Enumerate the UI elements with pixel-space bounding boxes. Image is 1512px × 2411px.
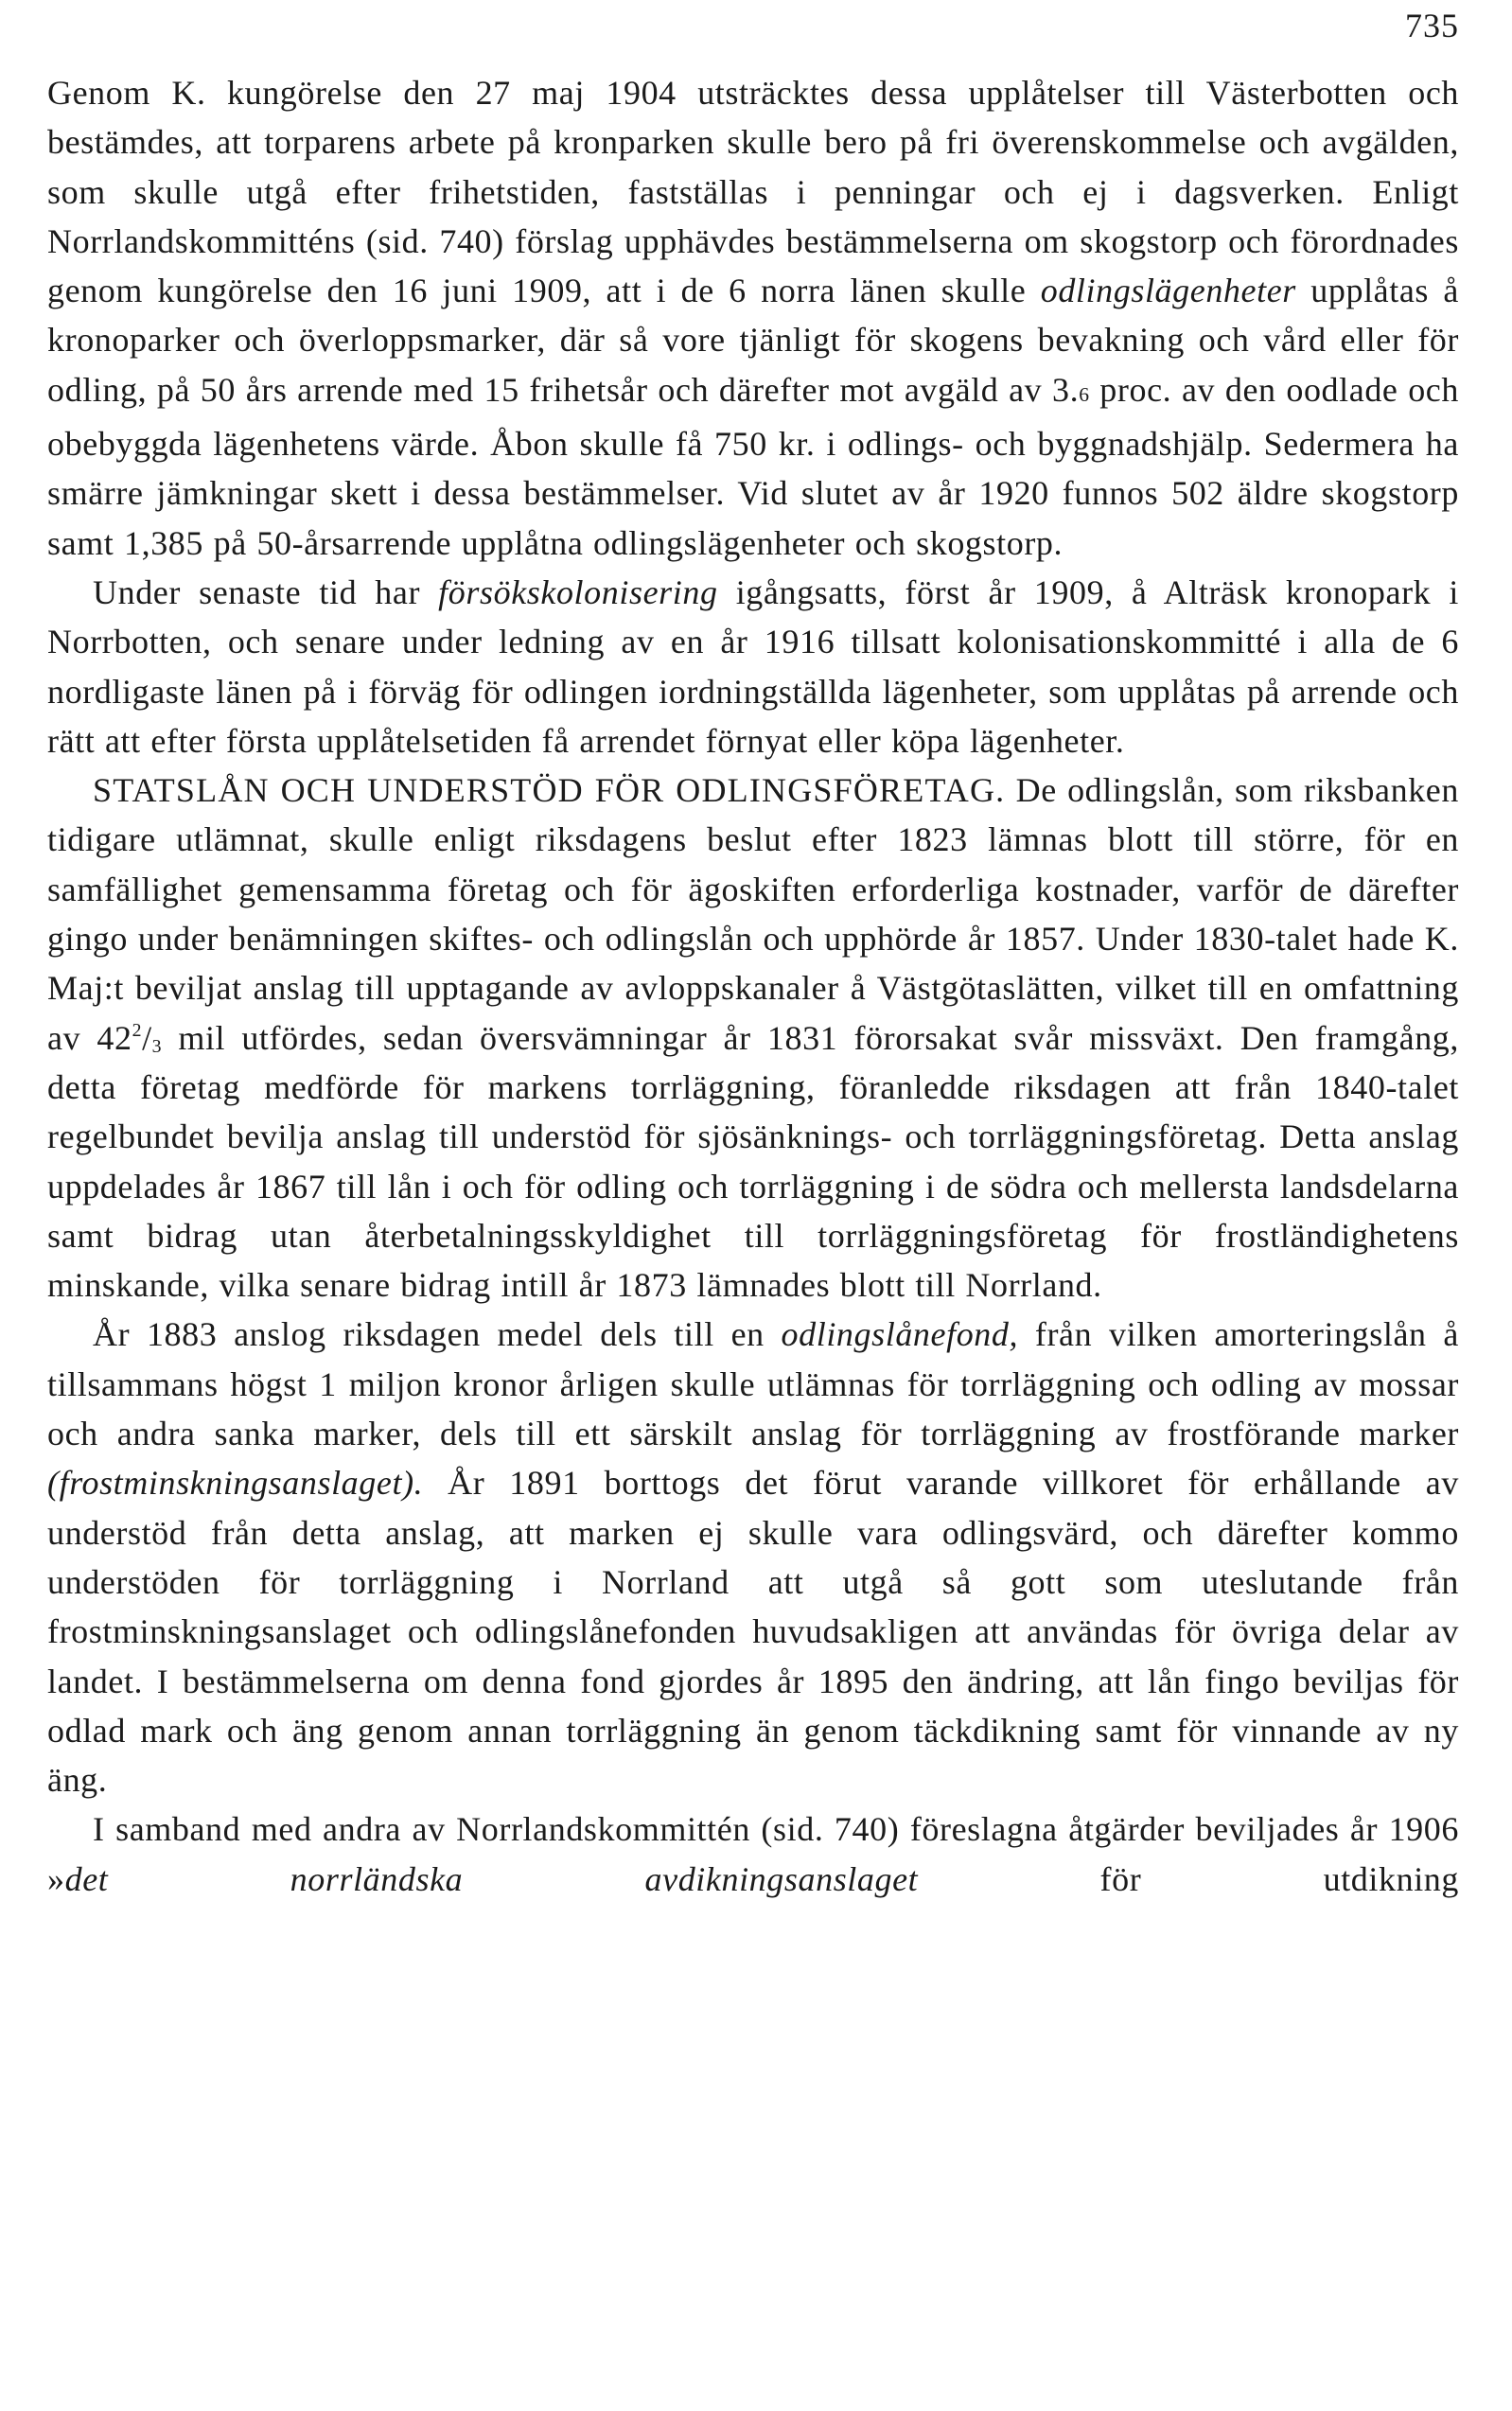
page-number: 735 <box>1405 7 1459 44</box>
text-run: År 1883 anslog riksdagen medel dels till en <box>93 1315 782 1354</box>
text-run: från vilken amorteringslån å tillsammans högst 1 miljon kronor årligen skulle utlämnas för torrläggning och odling av mossar och andra sanka marker, dels till ett särskilt anslag för torrläggning av frostförande marker <box>47 1315 1459 1453</box>
paragraph <box>47 1804 1459 1904</box>
italic-text: odlingslånefond, <box>781 1315 1019 1354</box>
text-run: De odlingslån, som riksbanken tidigare utlämnat, skulle enligt riksdagens beslut efter 1823 lämnas blott till större, för en samfällighet gemensamma företag och för ägoskiften erforderliga kostnader, varför de därefter gingo under benämningen skiftes- och odlingslån och upphörde år 1857. Under 1830-talet hade K. Maj:t beviljat anslag till upptagande av avloppskanaler å Västgötaslätten, vilket till en omfattning av 42 <box>47 771 1459 1057</box>
text-run: Under senaste tid har <box>93 572 439 611</box>
paragraph <box>47 1310 1459 1804</box>
text-run: för utdikning <box>918 1859 1459 1898</box>
document-page <box>47 0 1465 2411</box>
paragraph <box>47 568 1459 766</box>
text-run: / <box>142 1018 152 1057</box>
section-heading: STATSLÅN OCH UNDERSTÖD FÖR ODLINGSFÖRETAG. <box>93 771 1006 810</box>
text-run: proc. av den oodlade och obebyggda lägenhetens värde. Åbon skulle få 750 kr. i odlings- och byggnadshjälp. Sedermera ha smärre jämkningar skett i dessa bestämmelser. Vid slutet av år 1920 funnos 502 äldre skogstorp samt 1,385 på 50-årsarrende upplåtna odlingslägenheter och skogstorp. <box>47 370 1459 562</box>
text-run: I samband med andra av Norrlandskommittén (sid. 740) föreslagna åtgärder beviljades år 1906 » <box>47 1810 1459 1898</box>
italic-text: det norrländska avdikningsanslaget <box>64 1859 919 1898</box>
decimal-digit: 6 <box>1079 382 1090 406</box>
paragraph <box>47 68 1459 568</box>
fraction-numerator: 2 <box>132 1019 143 1041</box>
text-run: igångsatts, först år 1909, å Alträsk kronopark i Norrbotten, och senare under ledning av en år 1916 tillsatt kolonisationskommitté i alla de 6 nordligaste länen på i förväg för odlingen iordningställda lägenheter, som upplåtas på arrende och rätt att efter första upplåtelsetiden få arrendet förnyat eller köpa lägenheter. <box>47 572 1459 760</box>
text-run: År 1891 borttogs det förut varande villkoret för erhållande av understöd från detta anslag, att marken ej skulle vara odlingsvärd, och därefter kommo understöden för torrläggning i Norrland att utgå så gott som uteslutande från frostminskningsanslaget och odlingslånefonden huvudsakligen att användas för övriga delar av landet. I bestämmelserna om denna fond gjordes år 1895 den ändring, att lån fingo beviljas för odlad mark och äng genom annan torrläggning än genom täckdikning samt för vinnande av ny äng. <box>47 1464 1459 1800</box>
text-run: Genom K. kungörelse den 27 maj 1904 utsträcktes dessa upplåtelser till Västerbotten och bestämdes, att torparens arbete på kronparken skulle bero på fri överenskommelse och avgälden, som skulle utgå efter frihetstiden, fastställas i penningar och ej i dagsverken. Enligt Norrlandskommitténs (sid. 740) förslag upphävdes bestämmelserna om skogstorp och förordnades genom kungörelse den 16 juni 1909, att i de 6 norra länen skulle <box>47 74 1459 310</box>
body-text <box>47 68 1459 1904</box>
paragraph <box>47 766 1459 1310</box>
italic-text: försökskolonisering <box>438 572 718 611</box>
fraction-denominator: 3 <box>151 1035 163 1057</box>
italic-text: odlingslägenheter <box>1040 272 1296 310</box>
text-run: upplåtas å kronoparker och överloppsmarker, där så vore tjänligt för skogens bevakning och vård eller för odling, på 50 års arrende med 15 frihetsår och därefter mot avgäld av 3. <box>47 272 1459 409</box>
italic-text: (frostminskningsanslaget). <box>47 1464 424 1503</box>
text-run: mil utfördes, sedan översvämningar år 1831 förorsakat svår missväxt. Den framgång, detta företag medförde för markens torrläggning, föranledde riksdagen att från 1840-talet regelbundet bevilja anslag till understöd för sjösänknings- och torrläggningsföretag. Detta anslag uppdelades år 1867 till lån i och för odling och torrläggning i de södra och mellersta landsdelarna samt bidrag utan återbetalningsskyldighet till torrläggningsföretag för frostländighetens minskande, vilka senare bidrag intill år 1873 lämnades blott till Norrland. <box>47 1018 1459 1305</box>
